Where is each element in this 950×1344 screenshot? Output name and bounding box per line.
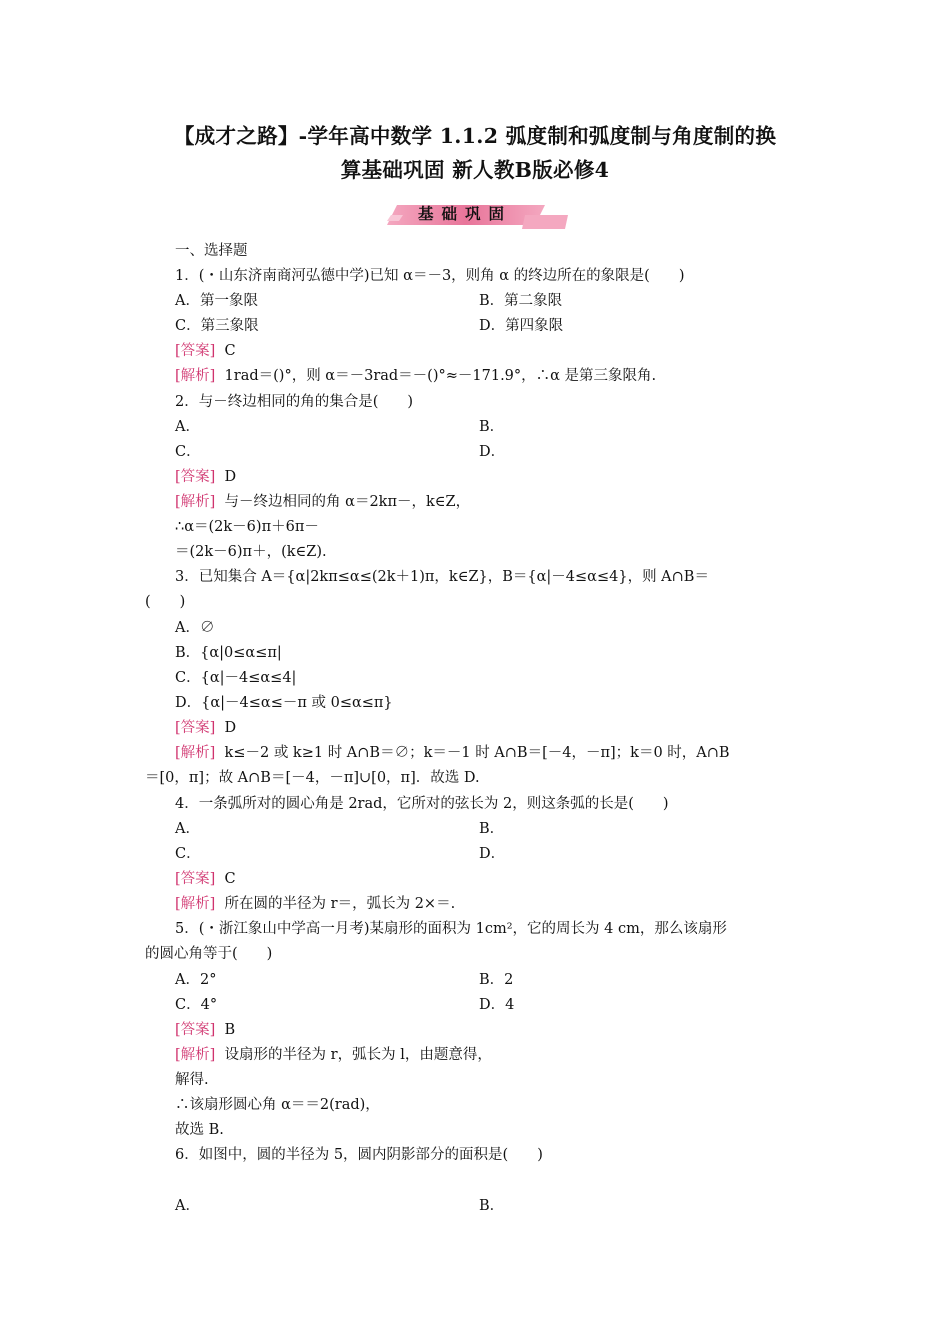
q4-answer: C [224, 871, 236, 887]
document-title-line-1: 【成才之路】-学年高中数学 1.1.2 弧度制和弧度制与角度制的换 [173, 124, 777, 148]
document-title-line-2: 算基础巩固 新人教B版必修4 [340, 158, 610, 182]
q1-option-d: D．第四象限 [479, 318, 564, 334]
analysis-label: [解析] [175, 494, 216, 510]
q5-answer-row [175, 1020, 235, 1040]
q4-stem: 4．一条弧所对的圆心角是 2rad，它所对的弦长为 2，则这条弧的长是( ) [175, 796, 669, 812]
q3-analysis-line-2: ＝[0，π]；故 A∩B＝[－4，－π]∪[0，π]．故选 D. [145, 770, 480, 786]
q6-option-a: A． [175, 1198, 200, 1214]
q4-option-b: B． [479, 821, 505, 837]
analysis-label: [解析] [175, 896, 216, 912]
q3-option-d: D．{α|－4≤α≤－π 或 0≤α≤π} [175, 695, 393, 711]
q5-analysis-row [175, 1045, 492, 1065]
q4-option-d: D． [479, 846, 506, 862]
q5-analysis-line-2: 解得. [175, 1072, 209, 1088]
q5-analysis-line-3: ∴该扇形圆心角 α＝＝2(rad)， [175, 1097, 380, 1113]
q3-option-a: A．∅ [175, 620, 215, 636]
q5-option-d: D．4 [479, 997, 515, 1013]
q2-answer-row [175, 467, 236, 487]
q1-option-a: A．第一象限 [175, 293, 258, 309]
q5-stem: 5．(・浙江象山中学高一月考)某扇形的面积为 1cm²，它的周长为 4 cm，那么该扇形 [175, 921, 727, 937]
q5-analysis: 设扇形的半径为 r，弧长为 l，由题意得， [224, 1047, 492, 1063]
q3-answer: D [224, 720, 237, 736]
answer-label: [答案] [175, 469, 216, 485]
q3-option-c: C．{α|－4≤α≤4| [175, 670, 297, 686]
q5-option-a: A．2° [175, 972, 217, 988]
analysis-label: [解析] [175, 1047, 216, 1063]
q2-option-d: D． [479, 444, 506, 460]
q2-analysis: 与－终边相同的角 α＝2kπ－，k∈Z， [224, 494, 471, 510]
q3-stem: 3．已知集合 A＝{α|2kπ≤α≤(2k＋1)π，k∈Z}，B＝{α|－4≤α≤4}，则 A∩B＝ [175, 569, 709, 585]
q1-stem: 1．(・山东济南商河弘德中学)已知 α＝－3，则角 α 的终边所在的象限是( ) [175, 268, 685, 284]
q4-analysis-row [175, 894, 455, 914]
q1-option-c: C．第三象限 [175, 318, 259, 334]
q4-option-c: C． [175, 846, 201, 862]
q3-answer-row [175, 718, 236, 738]
q5-option-b: B．2 [479, 972, 514, 988]
answer-label: [答案] [175, 1022, 216, 1038]
q1-answer-row [175, 341, 236, 361]
q5-answer: B [224, 1022, 236, 1038]
q1-analysis-row [175, 366, 656, 386]
answer-label: [答案] [175, 871, 216, 887]
q2-analysis-line-3: ＝(2k－6)π＋，(k∈Z). [175, 544, 327, 560]
q4-analysis: 所在圆的半径为 r＝，弧长为 2×＝. [224, 896, 456, 912]
q2-analysis-row [175, 492, 470, 512]
q5-option-c: C．4° [175, 997, 218, 1013]
section-heading: 一、选择题 [175, 243, 248, 259]
q6-option-b: B． [479, 1198, 505, 1214]
q2-option-c: C． [175, 444, 201, 460]
q1-answer: C [224, 343, 236, 359]
q3-analysis-row [175, 743, 730, 763]
q5-stem-line-2: 的圆心角等于( ) [145, 946, 273, 962]
q2-answer: D [224, 469, 237, 485]
q4-answer-row [175, 869, 236, 889]
q3-option-b: B．{α|0≤α≤π| [175, 645, 282, 661]
q2-option-b: B． [479, 419, 505, 435]
analysis-label: [解析] [175, 745, 216, 761]
q2-analysis-line-2: ∴α＝(2k－6)π＋6π－ [175, 519, 319, 535]
q5-analysis-line-4: 故选 B. [175, 1122, 224, 1138]
q1-option-b: B．第二象限 [479, 293, 563, 309]
q4-option-a: A． [175, 821, 200, 837]
q2-stem: 2．与－终边相同的角的集合是( ) [175, 394, 414, 410]
analysis-label: [解析] [175, 368, 216, 384]
q2-option-a: A． [175, 419, 200, 435]
q1-analysis: 1rad＝()°，则 α＝－3rad＝－()°≈－171.9°，∴α 是第三象限角. [224, 368, 657, 384]
answer-label: [答案] [175, 720, 216, 736]
answer-label: [答案] [175, 343, 216, 359]
q3-analysis: k≤－2 或 k≥1 时 A∩B＝∅；k＝－1 时 A∩B＝[－4，－π]；k＝0 时，A∩B [224, 745, 730, 761]
q3-stem-line-2: ( ) [145, 594, 186, 610]
section-banner-title: 基础巩固 [417, 204, 512, 223]
q6-stem: 6．如图中，圆的半径为 5，圆内阴影部分的面积是( ) [175, 1147, 543, 1163]
